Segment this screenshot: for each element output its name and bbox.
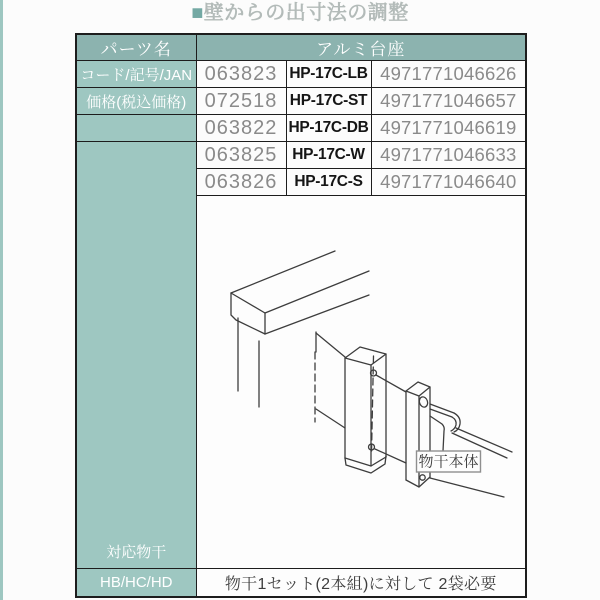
product-model: HP-17C-S <box>286 169 371 196</box>
table-row <box>76 115 526 142</box>
title-square-icon: ■ <box>191 2 204 24</box>
product-jan: 4971771046626 <box>371 61 526 88</box>
product-model: HP-17C-W <box>286 142 371 169</box>
part-label-box <box>416 451 480 472</box>
usage-note: 物干1セット(2本組)に対して 2袋必要 <box>196 569 526 598</box>
table-row <box>76 61 526 88</box>
row-label-price: 価格(税込価格) <box>76 88 196 115</box>
part-label-text: 物干本体 <box>417 453 479 471</box>
diagram-cell <box>196 196 526 569</box>
page-title <box>75 1 525 25</box>
title-text: 壁からの出寸法の調整 <box>203 2 409 24</box>
product-jan: 4971771046657 <box>371 88 526 115</box>
compatible-rack-label: 対応物干 <box>106 544 167 561</box>
product-table <box>75 33 527 598</box>
product-model: HP-17C-LB <box>286 61 371 88</box>
table-footer-row <box>76 569 526 598</box>
spacer-block <box>345 347 406 473</box>
compatible-rack-cell <box>76 142 196 569</box>
product-code: 063823 <box>196 61 286 88</box>
product-series-header: アルミ台座 <box>196 34 526 61</box>
product-code: 063826 <box>196 169 286 196</box>
page-edge-stripe <box>0 0 3 600</box>
product-jan: 4971771046640 <box>371 169 526 196</box>
wall-beam <box>231 251 369 428</box>
empty-parts-cell <box>76 115 196 142</box>
product-code: 072518 <box>196 88 286 115</box>
compatible-models-cell: HB/HC/HD <box>76 569 196 598</box>
table-row <box>76 88 526 115</box>
product-model: HP-17C-DB <box>286 115 371 142</box>
product-code: 063822 <box>196 115 286 142</box>
product-jan: 4971771046633 <box>371 142 526 169</box>
table-header-row <box>76 34 526 61</box>
parts-name-header: パーツ名 <box>76 34 196 61</box>
table-row <box>76 142 526 169</box>
product-model: HP-17C-ST <box>286 88 371 115</box>
assembly-diagram <box>197 196 527 568</box>
product-jan: 4971771046619 <box>371 115 526 142</box>
row-label-code-jan: コード/記号/JAN <box>76 61 196 88</box>
product-code: 063825 <box>196 142 286 169</box>
